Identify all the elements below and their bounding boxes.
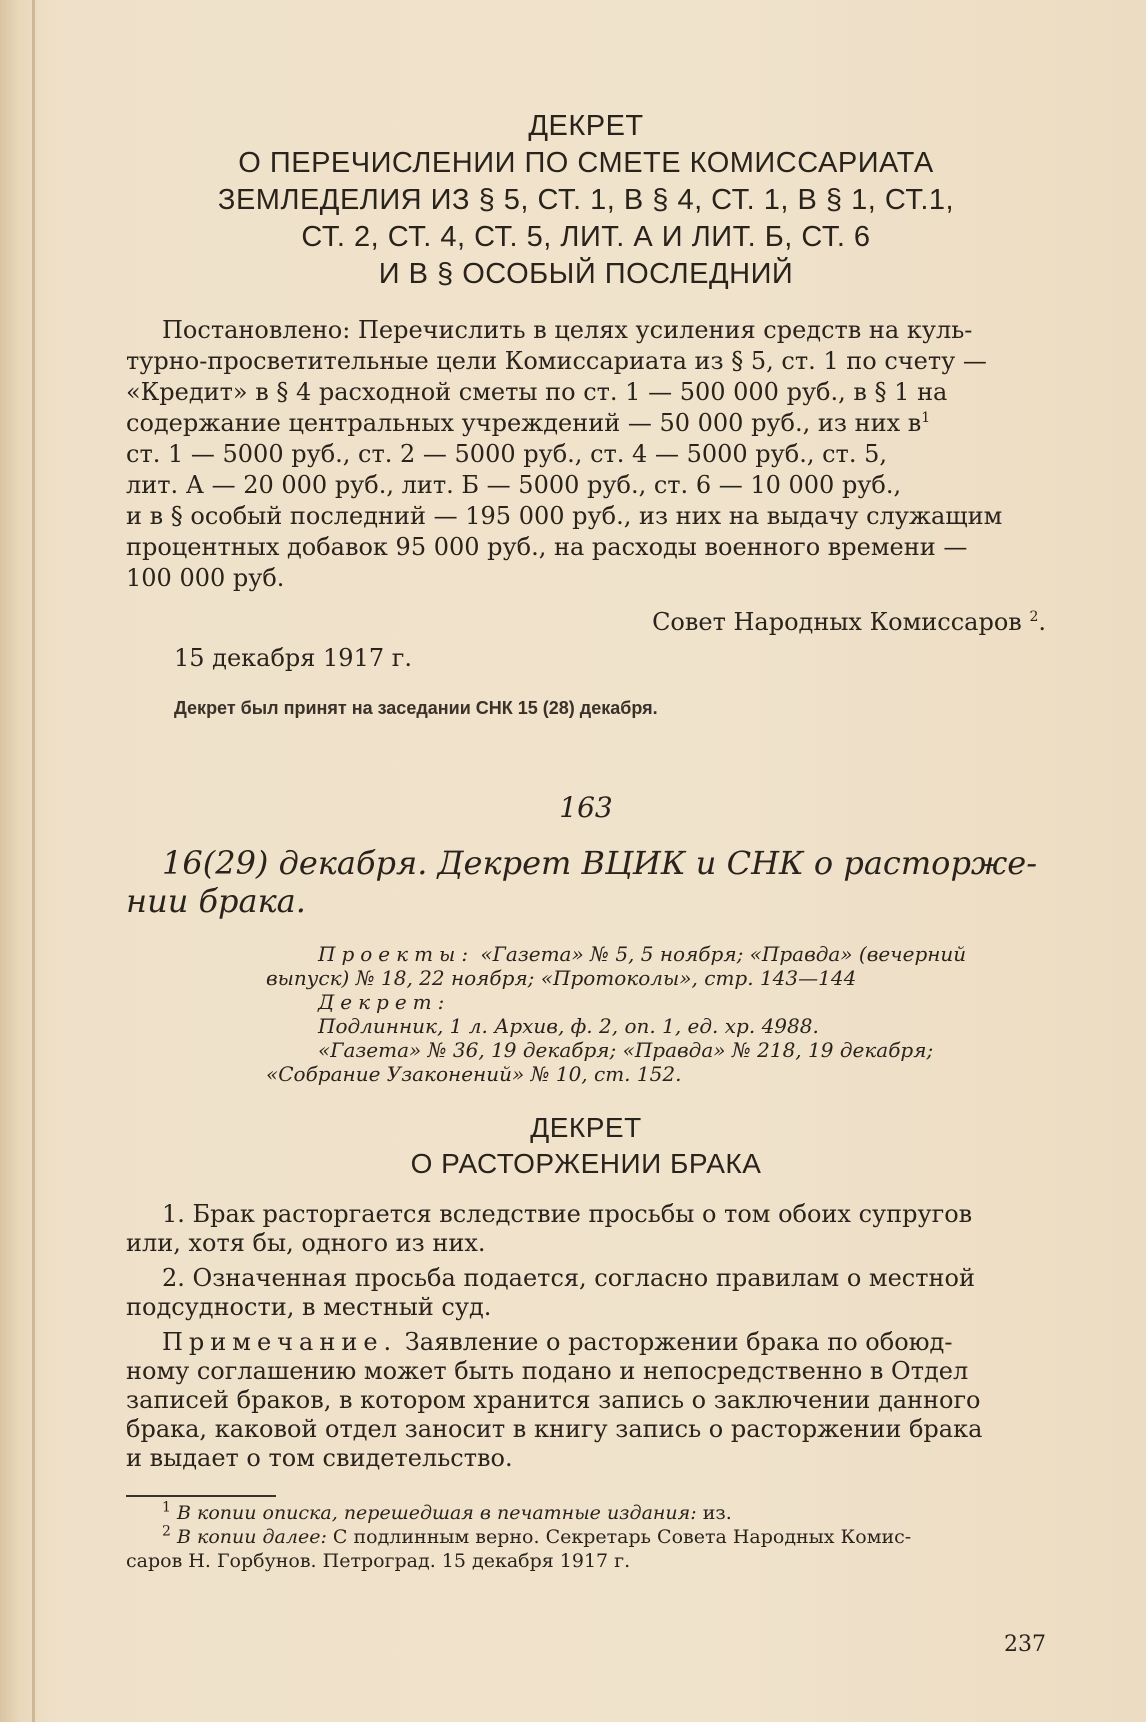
decree1-title-line: ДЕКРЕТ [528,110,644,142]
sources-line: «Собрание Узаконений» № 10, ст. 152. [266,1062,682,1086]
body-line: и в § особый последний — 195 000 руб., из них на выдачу служащим [126,502,1003,530]
entry-number: 163 [559,791,613,824]
projects-label: Проекты: [318,942,475,966]
decree1-title [126,108,1046,293]
decree-label [266,990,1046,1014]
body-line: лит. А — 20 000 руб., лит. Б — 5000 руб., ст. 6 — 10 000 руб., [126,471,902,499]
sources-line: «Газета» № 36, 19 декабря; «Правда» № 218, 19 декабря; [318,1038,934,1062]
entry-heading [126,844,1046,920]
footnote-divider [126,1495,276,1497]
footnote-1-text: из. [696,1502,732,1524]
footnote-mark: 2 [1029,609,1039,625]
paragraph-1-line: или, хотя бы, одного из них. [126,1229,486,1257]
body-line-with-footnote [126,408,1046,439]
page-number: 237 [1004,1632,1046,1657]
heading-line: нии брака. [126,882,306,920]
decree1-date: 15 декабря 1917 г. [174,644,412,672]
footnote-2 [126,1525,1046,1549]
note-line: и выдает о том свидетельство. [126,1444,513,1472]
footnote-2-mark: 2 [162,1523,171,1540]
heading-line: 16(29) декабря. Декрет ВЦИК и СНК о расторже- [162,844,1038,882]
text-column [126,108,1046,1573]
sources-projects [266,942,1046,966]
signature-end: . [1038,608,1046,636]
signature-text: Совет Народных Комиссаров [652,608,1022,636]
paragraph-2-line: 2. Означенная просьба подается, согласно правилам о местной [162,1264,975,1292]
decree1-title-line: И В § ОСОБЫЙ ПОСЛЕДНИЙ [378,258,794,290]
footnote-2-italic: В копии далее: [176,1526,327,1548]
footnote-mark: 1 [921,410,931,426]
footnotes [126,1501,1046,1573]
paragraph-2-line: подсудности, в местный суд. [126,1293,492,1321]
footnote-1-italic: В копии описка, перешедшая в печатные издания: [176,1502,697,1524]
entry-sources [126,942,1046,1086]
decree-label-text: Декрет: [318,990,451,1014]
footnote-1-mark: 1 [162,1499,171,1516]
decree1-title-line: ЗЕМЛЕДЕЛИЯ ИЗ § 5, СТ. 1, В § 4, СТ. 1, В § 1, СТ.1, [217,184,955,216]
body-line: Постановлено: Перечислить в целях усиления средств на куль- [162,316,973,344]
footnote-1 [126,1501,1046,1525]
body-line-text: содержание центральных учреждений — 50 000 руб., из них в [126,409,922,437]
paragraph-1-line: 1. Брак расторгается вследствие просьбы о том обоих супругов [162,1200,973,1228]
note-label: Примечание. [162,1328,398,1356]
body-line: процентных добавок 95 000 руб., на расходы военного времени — [126,533,968,561]
body-line: ст. 1 — 5000 руб., ст. 2 — 5000 руб., ст. 4 — 5000 руб., ст. 5, [126,440,887,468]
body-line: турно-просветительные цели Комиссариата из § 5, ст. 1 по счету — [126,347,987,375]
decree2-title-line: О РАСТОРЖЕНИИ БРАКА [410,1148,762,1179]
decree1-note: Декрет был принят на заседании СНК 15 (28) декабря. [174,698,658,718]
footnote-2-line2: саров Н. Горбунов. Петроград. 15 декабря 1917 г. [126,1550,631,1572]
decree1-title-line: О ПЕРЕЧИСЛЕНИИ ПО СМЕТЕ КОМИССАРИАТА [238,147,934,179]
note-line: ному соглашению может быть подано и непосредственно в Отдел [126,1357,969,1385]
note-line: брака, каковой отдел заносит в книгу запись о расторжении брака [126,1415,983,1443]
projects-text: «Газета» № 5, 5 ноября; «Правда» (вечерний [474,942,967,966]
note-line: записей браков, в котором хранится запись о заключении данного [126,1386,981,1414]
note-first-line [126,1328,1046,1357]
decree2-title-line: ДЕКРЕТ [530,1112,642,1143]
footnote-2-text: С подлинным верно. Секретарь Совета Народных Комис- [326,1526,912,1548]
decree1-signature [126,608,1046,636]
decree1-title-line: СТ. 2, СТ. 4, СТ. 5, ЛИТ. А И ЛИТ. Б, СТ. 6 [301,221,871,253]
page-spine [32,0,35,1722]
body-line: 100 000 руб. [126,564,285,592]
decree2-body [126,1200,1046,1473]
body-line: «Кредит» в § 4 расходной сметы по ст. 1 — 500 000 руб., в § 1 на [126,378,948,406]
note-first-text: Заявление о расторжении брака по обоюд- [397,1328,953,1356]
sources-line: выпуск) № 18, 22 ноября; «Протоколы», стр. 143—144 [266,966,857,990]
decree1-body [126,315,1046,594]
decree2-title [126,1110,1046,1182]
sources-line: Подлинник, 1 л. Архив, ф. 2, оп. 1, ед. хр. 4988. [318,1014,819,1038]
